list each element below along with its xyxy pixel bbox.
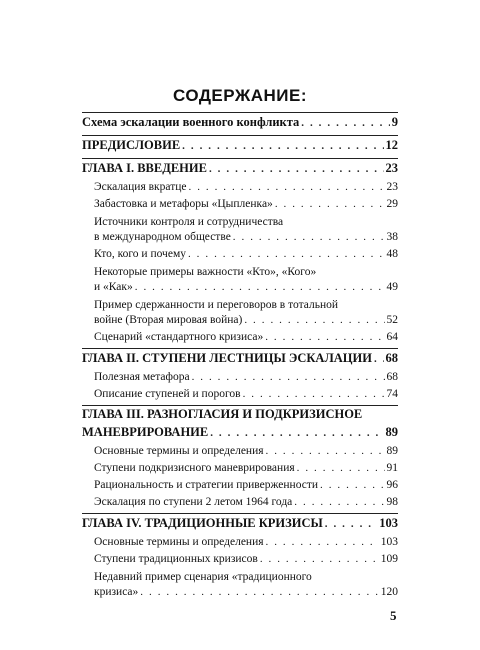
dot-leader [374,350,384,369]
toc-entry-page: 96 [386,479,398,491]
toc-chapter-entry[interactable] [82,349,398,369]
toc-entry[interactable] [82,179,398,196]
toc-entry-title: Основные термины и определения [94,445,264,457]
toc-entry-page: 23 [385,161,398,175]
toc-entry-line2 [82,312,398,329]
toc-entry[interactable] [82,551,398,568]
dot-leader [325,515,377,534]
toc-entry-title: Эскалация вкратце [94,181,187,193]
toc-entry[interactable] [82,265,398,296]
toc-entry-title-line2: в международном обществе [94,231,231,243]
toc-entry[interactable] [82,113,398,133]
toc-entry-title: ГЛАВА IV. ТРАДИЦИОННЫЕ КРИЗИСЫ [82,516,323,530]
toc-entry-title: ПРЕДИСЛОВИЕ [82,138,181,152]
toc-entry-page: 48 [386,248,398,260]
toc-entry[interactable] [82,215,398,246]
toc-entry[interactable] [82,369,398,386]
toc-entry[interactable] [82,460,398,477]
dot-leader [275,196,385,213]
dot-leader [243,386,385,403]
toc-entry[interactable] [82,136,398,156]
toc-entry[interactable] [82,443,398,460]
page-number: 5 [390,608,397,623]
toc-entry-title: Рациональность и стратегии приверженности [94,479,319,491]
toc-entry-title-line1: Некоторые примеры важности «Кто», «Кого» [94,266,317,278]
dot-leader [297,460,385,477]
toc-entry-line2 [82,423,398,443]
dot-leader [266,534,379,551]
toc-entry-title-line1: ГЛАВА III. РАЗНОГЛАСИЯ И ПОДКРИЗИСНОЕ [82,407,363,421]
toc-entry-page: 98 [386,496,398,508]
toc-entry[interactable] [82,534,398,551]
toc-section-chapter-3 [82,406,398,513]
toc-entry-page: 64 [386,331,398,343]
toc-entry-title-line2: МАНЕВРИРОВАНИЕ [82,425,209,439]
dot-leader [140,584,378,601]
toc-entry[interactable] [82,386,398,403]
toc-entry-title-line1: Источники контроля и сотрудничества [94,216,284,228]
toc-entry[interactable] [82,246,398,263]
toc-entry-page: 52 [386,314,398,326]
dot-leader [188,246,385,263]
toc-entry[interactable] [82,329,398,346]
toc-entry-page: 38 [386,231,398,243]
toc-entry-page: 89 [385,425,398,439]
toc-entry-title: Основные термины и определения [94,536,264,548]
toc-entry-title: Ступени подкризисного маневрирования [94,462,295,474]
toc-section-chapter-2 [82,349,398,405]
dot-leader [266,443,385,460]
toc-entry-line2 [82,584,398,601]
dot-leader [265,329,384,346]
dot-leader [135,279,385,296]
toc-entry-page: 49 [386,281,398,293]
toc-entry-page: 103 [380,536,398,548]
table-of-contents [82,112,398,603]
toc-entry-page: 29 [386,198,398,210]
toc-entry-title: Схема эскалации военного конфликта [82,115,300,129]
toc-section-chapter-1 [82,159,398,348]
toc-entry-title-line2: кризиса» [94,586,139,598]
toc-entry-page: 89 [386,445,398,457]
toc-section-chapter-4 [82,514,398,603]
toc-entry[interactable] [82,570,398,601]
toc-entry-title: Описание ступеней и порогов [94,388,241,400]
toc-entry-page: 9 [391,115,398,129]
toc-entry-title-line1: Пример сдержанности и переговоров в тотальной [94,299,338,311]
toc-entry-title-line2: войне (Вторая мировая война) [94,314,243,326]
page-title: СОДЕРЖАНИЕ: [172,86,308,105]
toc-entry-line2 [82,279,398,296]
toc-chapter-entry[interactable] [82,406,398,443]
dot-leader [233,229,385,246]
toc-chapter-entry[interactable] [82,514,398,534]
toc-entry-page: 91 [386,462,398,474]
dot-leader [301,114,389,133]
toc-entry-title: Ступени традиционных кризисов [94,553,258,565]
toc-entry-title-line2: и «Как» [94,281,133,293]
toc-entry-page: 68 [385,351,398,365]
toc-entry-title: Сценарий «стандартного кризиса» [94,331,264,343]
toc-entry-title: Забастовка и метафоры «Цыпленка» [94,198,273,210]
toc-entry-title: ГЛАВА I. ВВЕДЕНИЕ [82,161,207,175]
toc-entry-title: Полезная метафора [94,371,190,383]
dot-leader [189,179,385,196]
toc-section-preface [82,136,398,158]
dot-leader [294,494,384,511]
dot-leader [182,137,383,156]
dot-leader [210,424,383,443]
toc-entry-page: 68 [386,371,398,383]
toc-entry-title: Эскалация по ступени 2 летом 1964 года [94,496,293,508]
toc-entry[interactable] [82,477,398,494]
toc-chapter-entry[interactable] [82,159,398,179]
toc-entry[interactable] [82,494,398,511]
toc-section-scheme [82,113,398,135]
dot-leader [260,551,379,568]
toc-entry-line2 [82,229,398,246]
toc-entry-page: 23 [386,181,398,193]
toc-entry-title-line1: Недавний пример сценария «традиционного [94,571,312,583]
toc-entry[interactable] [82,298,398,329]
toc-entry-page: 109 [380,553,398,565]
toc-entry-title: ГЛАВА II. СТУПЕНИ ЛЕСТНИЦЫ ЭСКАЛАЦИИ [82,351,372,365]
dot-leader [209,160,384,179]
dot-leader [320,477,384,494]
toc-entry-title: Кто, кого и почему [94,248,186,260]
toc-entry-page: 12 [385,138,398,152]
dot-leader [192,369,385,386]
toc-entry[interactable] [82,196,398,213]
toc-entry-page: 74 [386,388,398,400]
toc-entry-page: 103 [379,516,398,530]
toc-entry-page: 120 [380,586,398,598]
dot-leader [244,312,384,329]
